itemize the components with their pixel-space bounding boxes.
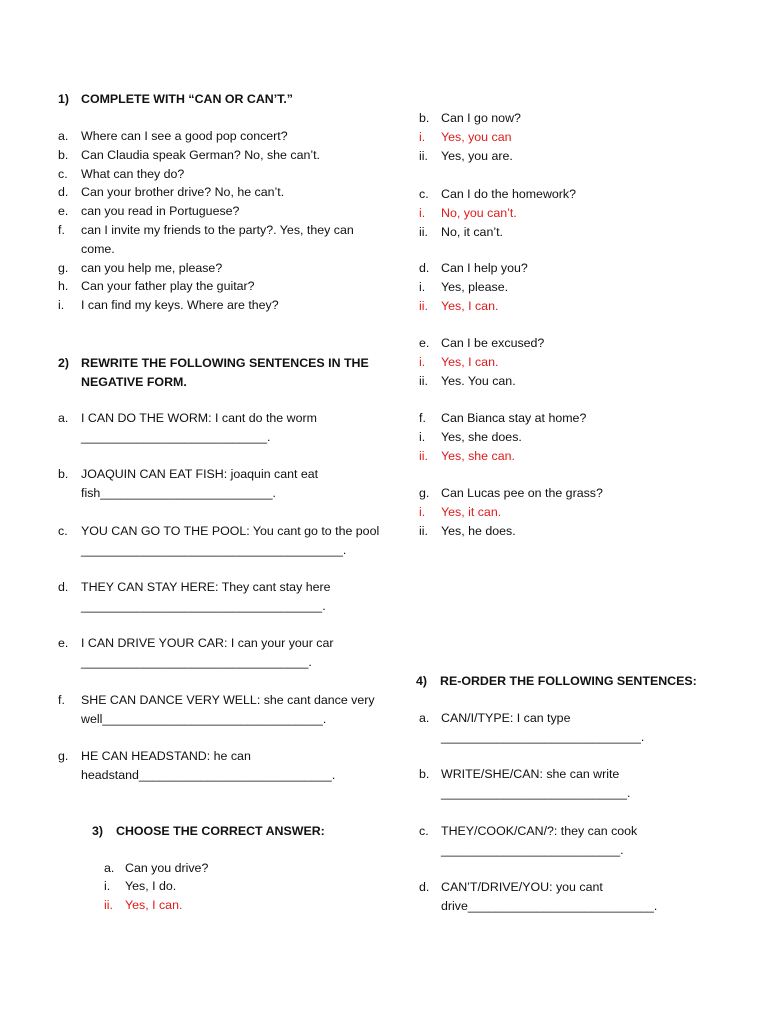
question-text: Can I go now? <box>441 111 521 125</box>
exercise-marker: d. <box>419 879 430 894</box>
exercise-prompt: I CAN DO THE WORM: I cant do the worm <box>81 411 317 425</box>
question-text: Can I do the homework? <box>441 187 576 201</box>
exercise-answer-line: ______________________________________. <box>81 542 347 557</box>
list-item-text: Can your father play the guitar? <box>81 279 255 294</box>
list-item-text: Can Claudia speak German? No, she can’t. <box>81 147 320 162</box>
option-marker: ii. <box>419 374 428 388</box>
option-text: Yes, you are. <box>441 149 513 163</box>
exercise-marker: d. <box>58 579 69 594</box>
list-item-marker: a. <box>58 129 69 143</box>
list-item-text: come. <box>81 241 115 256</box>
option-text: Yes, he does. <box>441 524 516 538</box>
section-1-number: 1) <box>58 92 70 106</box>
exercise-prompt: THEY CAN STAY HERE: They cant stay here <box>81 579 331 594</box>
question-text: Can I help you? <box>441 261 528 275</box>
exercise-marker: a. <box>419 711 430 725</box>
question-marker: g. <box>419 486 430 500</box>
question-marker: f. <box>419 411 426 425</box>
exercise-marker: b. <box>419 767 430 782</box>
option-text: Yes, please. <box>441 280 509 294</box>
exercise-marker: g. <box>58 748 69 763</box>
option-marker: i. <box>419 505 426 519</box>
exercise-prompt: YOU CAN GO TO THE POOL: You cant go to the pool <box>81 523 380 538</box>
option-marker: ii. <box>419 449 428 463</box>
correct-answer: Yes, I can. <box>441 299 499 313</box>
option-marker: i. <box>419 430 426 444</box>
correct-answer: No, you can’t. <box>441 206 517 220</box>
question-marker: c. <box>419 187 429 201</box>
list-item-text: can you read in Portuguese? <box>81 204 240 219</box>
exercise-prompt: THEY/COOK/CAN/?: they can cook <box>441 823 638 838</box>
exercise-prompt: I CAN DRIVE YOUR CAR: I can your your car <box>81 636 334 651</box>
option-text: Yes, she does. <box>441 430 522 444</box>
option-marker: i. <box>419 280 426 294</box>
exercise-answer-line: headstand____________________________. <box>81 767 336 782</box>
exercise-marker: f. <box>58 692 65 707</box>
exercise-marker: a. <box>58 411 69 425</box>
section-4-title: RE-ORDER THE FOLLOWING SENTENCES: <box>440 674 697 688</box>
exercise-prompt: SHE CAN DANCE VERY WELL: she cant dance very <box>81 692 375 707</box>
list-item-text: I can find my keys. Where are they? <box>81 298 279 313</box>
correct-answer: Yes, I can. <box>441 355 499 369</box>
exercise-prompt: CAN’T/DRIVE/YOU: you cant <box>441 879 603 894</box>
list-item-marker: i. <box>58 298 65 313</box>
list-item-marker: h. <box>58 279 69 294</box>
option-marker: ii. <box>419 524 428 538</box>
exercise-marker: e. <box>58 636 69 651</box>
question-text: Can I be excused? <box>441 336 545 350</box>
exercise-marker: c. <box>419 823 429 838</box>
exercise-prompt: CAN/I/TYPE: I can type <box>441 711 571 725</box>
question-marker: a. <box>104 861 115 875</box>
list-item-text: Where can I see a good pop concert? <box>81 129 288 143</box>
exercise-answer-line: drive___________________________. <box>441 898 658 913</box>
list-item-text: What can they do? <box>81 166 185 181</box>
option-marker: ii. <box>419 299 428 313</box>
option-marker: i. <box>419 355 426 369</box>
exercise-answer-line: _________________________________. <box>81 655 312 670</box>
section-1-title: COMPLETE WITH “CAN OR CAN’T.” <box>81 92 294 106</box>
exercise-answer-line: __________________________. <box>441 842 624 857</box>
question-text: Can you drive? <box>125 861 209 875</box>
option-marker: i. <box>419 206 426 220</box>
exercise-prompt: JOAQUIN CAN EAT FISH: joaquin cant eat <box>81 467 319 482</box>
option-marker: ii. <box>419 225 428 239</box>
section-3-title: CHOOSE THE CORRECT ANSWER: <box>116 824 325 838</box>
option-text: Yes. You can. <box>441 374 516 388</box>
question-text: Can Bianca stay at home? <box>441 411 587 425</box>
section-2-title-line1: REWRITE THE FOLLOWING SENTENCES IN THE <box>81 356 369 370</box>
option-marker: i. <box>419 130 426 144</box>
question-marker: d. <box>419 261 430 275</box>
section-2-number: 2) <box>58 356 70 370</box>
correct-answer: Yes, she can. <box>441 449 515 463</box>
list-item-marker: f. <box>58 223 65 237</box>
exercise-answer-line: fish_________________________. <box>81 486 277 501</box>
list-item-marker: d. <box>58 185 69 200</box>
exercise-marker: b. <box>58 467 69 482</box>
question-marker: b. <box>419 111 430 125</box>
exercise-marker: c. <box>58 523 68 538</box>
list-item-text: can I invite my friends to the party?. Yes, they can <box>81 223 354 237</box>
section-4-number: 4) <box>416 674 428 688</box>
question-marker: e. <box>419 336 430 350</box>
list-item-marker: c. <box>58 166 68 181</box>
exercise-answer-line: ___________________________. <box>81 430 271 444</box>
list-item-text: can you help me, please? <box>81 260 223 275</box>
exercise-answer-line: _____________________________. <box>441 730 645 744</box>
question-text: Can Lucas pee on the grass? <box>441 486 603 500</box>
correct-answer: Yes, it can. <box>441 505 502 519</box>
exercise-answer-line: well________________________________. <box>81 711 327 726</box>
exercise-answer-line: ___________________________________. <box>81 598 326 613</box>
option-text: No, it can’t. <box>441 225 503 239</box>
list-item-marker: e. <box>58 204 69 219</box>
exercise-prompt: WRITE/SHE/CAN: she can write <box>441 767 620 782</box>
list-item-text: Can your brother drive? No, he can’t. <box>81 185 285 200</box>
option-marker: ii. <box>419 149 428 163</box>
correct-answer: Yes, I can. <box>125 898 183 912</box>
option-text: Yes, I do. <box>125 879 177 893</box>
list-item-marker: g. <box>58 260 69 275</box>
section-3-number: 3) <box>92 824 104 838</box>
correct-answer: Yes, you can <box>441 130 512 144</box>
exercise-prompt: HE CAN HEADSTAND: he can <box>81 748 251 763</box>
list-item-marker: b. <box>58 147 69 162</box>
option-marker: ii. <box>104 898 113 912</box>
exercise-answer-line: ___________________________. <box>441 786 631 801</box>
section-2-title-line2: NEGATIVE FORM. <box>81 375 187 389</box>
option-marker: i. <box>104 879 111 893</box>
